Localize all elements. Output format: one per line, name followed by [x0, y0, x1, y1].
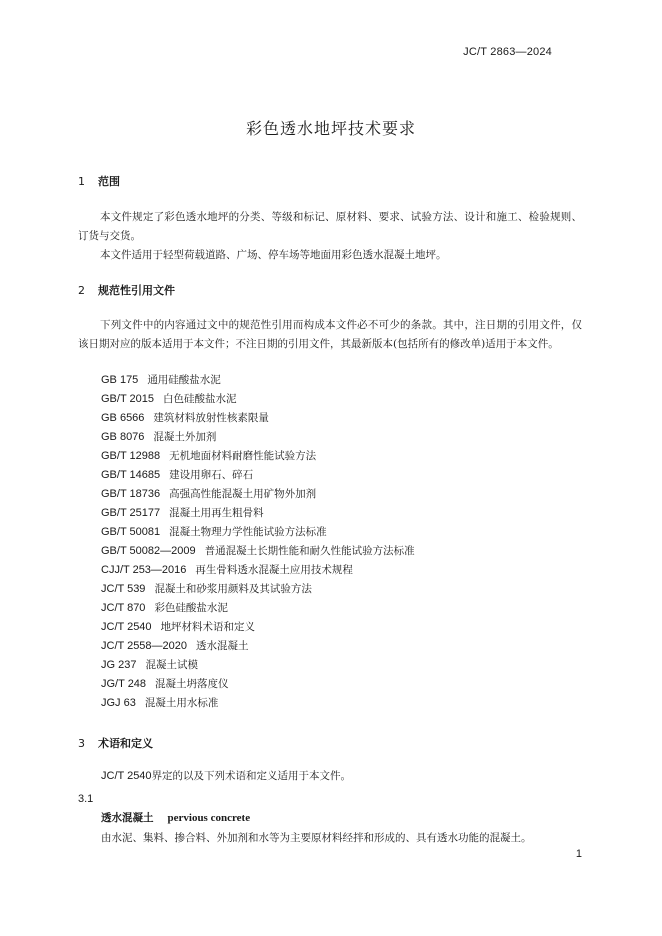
reference-code: CJJ/T 253—2016 — [101, 564, 187, 576]
term-name — [101, 810, 250, 825]
list-item — [101, 504, 415, 523]
page-number: 1 — [575, 848, 582, 860]
reference-title: 混凝土用水标准 — [144, 697, 219, 709]
list-item — [101, 675, 415, 694]
reference-title: 混凝土用再生粗骨料 — [169, 507, 264, 519]
list-item — [101, 466, 415, 485]
reference-title: 白色硅酸盐水泥 — [163, 393, 237, 405]
reference-code: GB/T 14685 — [101, 469, 161, 481]
reference-code: JGJ 63 — [101, 697, 136, 709]
section-number: 3 — [78, 737, 85, 750]
list-item — [101, 409, 415, 428]
reference-title: 无机地面材料耐磨性能试验方法 — [169, 450, 317, 462]
scope-paragraph-2: 本文件适用于轻型荷载道路、广场、停车场等地面用彩色透水混凝土地坪。 — [100, 249, 447, 261]
reference-title: 透水混凝土 — [196, 640, 249, 652]
reference-title: 彩色硅酸盐水泥 — [154, 602, 228, 614]
list-item — [101, 694, 415, 713]
reference-title: 建设用卵石、碎石 — [169, 469, 254, 481]
list-item — [101, 542, 415, 561]
reference-title: 混凝土试模 — [145, 659, 198, 671]
list-item — [101, 618, 415, 637]
reference-code: JC/T 539 — [101, 583, 146, 595]
reference-code: GB 8076 — [101, 431, 145, 443]
term-definition: 由水泥、集料、掺合料、外加剂和水等为主要原材料经拌和形成的、具有透水功能的混凝土。 — [101, 832, 532, 844]
terms-intro — [101, 767, 351, 786]
list-item — [101, 485, 415, 504]
term-name-en: pervious concrete — [167, 812, 251, 824]
term-number: 3.1 — [78, 793, 94, 805]
list-item — [101, 656, 415, 675]
section-title: 规范性引用文件 — [98, 284, 175, 297]
term-name-zh: 透水混凝土 — [101, 812, 154, 824]
reference-title: 地坪材料术语和定义 — [160, 621, 256, 633]
standard-code: JC/T 2863—2024 — [463, 46, 552, 58]
reference-title: 建筑材料放射性核素限量 — [153, 412, 269, 424]
terms-intro-text: 界定的以及下列术语和定义适用于本文件。 — [151, 770, 352, 782]
reference-list — [101, 371, 415, 713]
reference-title: 通用硅酸盐水泥 — [147, 374, 221, 386]
reference-code: JC/T 2558—2020 — [101, 640, 188, 652]
reference-code: GB 6566 — [101, 412, 145, 424]
references-intro: 下列文件中的内容通过文中的规范性引用而构成本文件必不可少的条款。其中，注日期的引用文件，仅该日期对应的版本适用于本文件；不注日期的引用文件，其最新版本(包括所有的修改单)适用于本文件。 — [78, 319, 582, 350]
list-item — [101, 523, 415, 542]
list-item — [101, 561, 415, 580]
list-item — [101, 637, 415, 656]
reference-title: 混凝土物理力学性能试验方法标准 — [169, 526, 327, 538]
section-heading-terms — [78, 735, 153, 751]
reference-title: 混凝土坍落度仪 — [155, 678, 229, 690]
list-item — [101, 371, 415, 390]
list-item — [101, 599, 415, 618]
reference-code: GB/T 50082—2009 — [101, 545, 196, 557]
reference-title: 混凝土外加剂 — [153, 431, 217, 443]
list-item — [101, 428, 415, 447]
section-title: 术语和定义 — [98, 737, 153, 750]
reference-code: JG 237 — [101, 659, 137, 671]
reference-code: GB 175 — [101, 374, 139, 386]
reference-code: GB/T 50081 — [101, 526, 161, 538]
section-number: 1 — [78, 175, 85, 188]
document-title: 彩色透水地坪技术要求 — [245, 119, 416, 138]
terms-intro-code: JC/T 2540 — [101, 770, 152, 782]
reference-title: 高强高性能混凝土用矿物外加剂 — [169, 488, 317, 500]
list-item — [101, 447, 415, 466]
reference-title: 混凝土和砂浆用颜料及其试验方法 — [154, 583, 312, 595]
list-item — [101, 580, 415, 599]
section-number: 2 — [78, 284, 85, 297]
list-item — [101, 390, 415, 409]
reference-title: 普通混凝土长期性能和耐久性能试验方法标准 — [204, 545, 415, 557]
reference-code: JC/T 2540 — [101, 621, 152, 633]
reference-code: GB/T 25177 — [101, 507, 161, 519]
reference-code: GB/T 12988 — [101, 450, 161, 462]
scope-paragraph-1: 本文件规定了彩色透水地坪的分类、等级和标记、原材料、要求、试验方法、设计和施工、检验规则、订货与交货。 — [78, 211, 582, 242]
section-title: 范围 — [98, 175, 120, 188]
reference-code: JC/T 870 — [101, 602, 146, 614]
reference-title: 再生骨料透水混凝土应用技术规程 — [195, 564, 353, 576]
section-heading-references — [78, 282, 175, 298]
reference-code: GB/T 18736 — [101, 488, 161, 500]
section-heading-scope — [78, 173, 120, 189]
reference-code: GB/T 2015 — [101, 393, 154, 405]
reference-code: JG/T 248 — [101, 678, 147, 690]
